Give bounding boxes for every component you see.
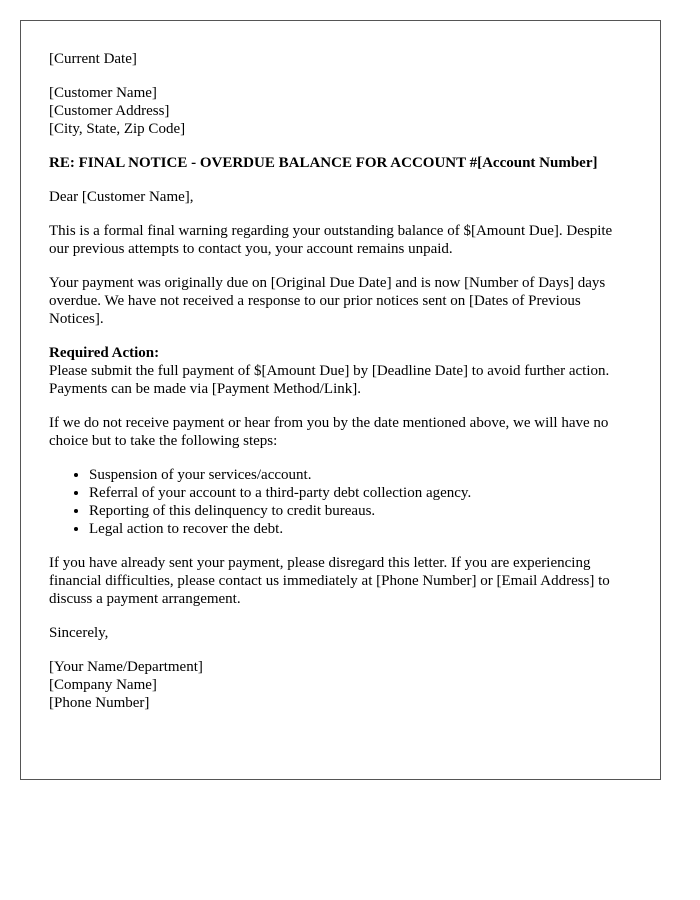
letter-date: [Current Date] [49,51,137,67]
required-action-block [49,344,632,398]
recipient-city-state-zip: [City, State, Zip Code] [49,121,186,137]
letter-page [20,20,661,780]
paragraph-warning: This is a formal final warning regarding your outstanding balance of $[Amount Due]. Despite our previous attempts to contact you, your account remains unpaid. [49,223,613,257]
recipient-address: [Customer Address] [49,103,170,119]
recipient-block [49,84,632,138]
list-item: • Legal action to recover the debt. [89,520,632,538]
steps-list [49,466,632,538]
sender-name-department: [Your Name/Department] [49,659,203,675]
consequence-intro: If we do not receive payment or hear from you by the date mentioned above, we will have no choice but to take the following steps: [49,415,609,449]
sender-phone: [Phone Number] [49,695,150,711]
list-item: • Reporting of this delinquency to credit bureaus. [89,502,632,520]
list-item: • Suspension of your services/account. [89,466,632,484]
paragraph-overdue: Your payment was originally due on [Original Due Date] and is now [Number of Days] days overdue. We have not received a response to our prior notices sent on [Dates of Previous Notices]. [49,275,606,327]
sender-company: [Company Name] [49,677,157,693]
recipient-name: [Customer Name] [49,85,157,101]
closing-paragraph: If you have already sent your payment, please disregard this letter. If you are experiencing financial difficulties, please contact us immediately at [Phone Number] or [Email Address] to discuss a payment arrangement. [49,555,610,607]
subject-line: RE: FINAL NOTICE - OVERDUE BALANCE FOR ACCOUNT #[Account Number] [49,155,598,171]
list-item: • Referral of your account to a third-party debt collection agency. [89,484,632,502]
sign-off: Sincerely, [49,625,109,641]
salutation: Dear [Customer Name], [49,189,194,205]
sender-block [49,658,632,712]
required-action-text: Please submit the full payment of $[Amount Due] by [Deadline Date] to avoid further action. Payments can be made via [Payment Method/Link]. [49,363,610,397]
required-action-heading: Required Action: [49,345,160,361]
